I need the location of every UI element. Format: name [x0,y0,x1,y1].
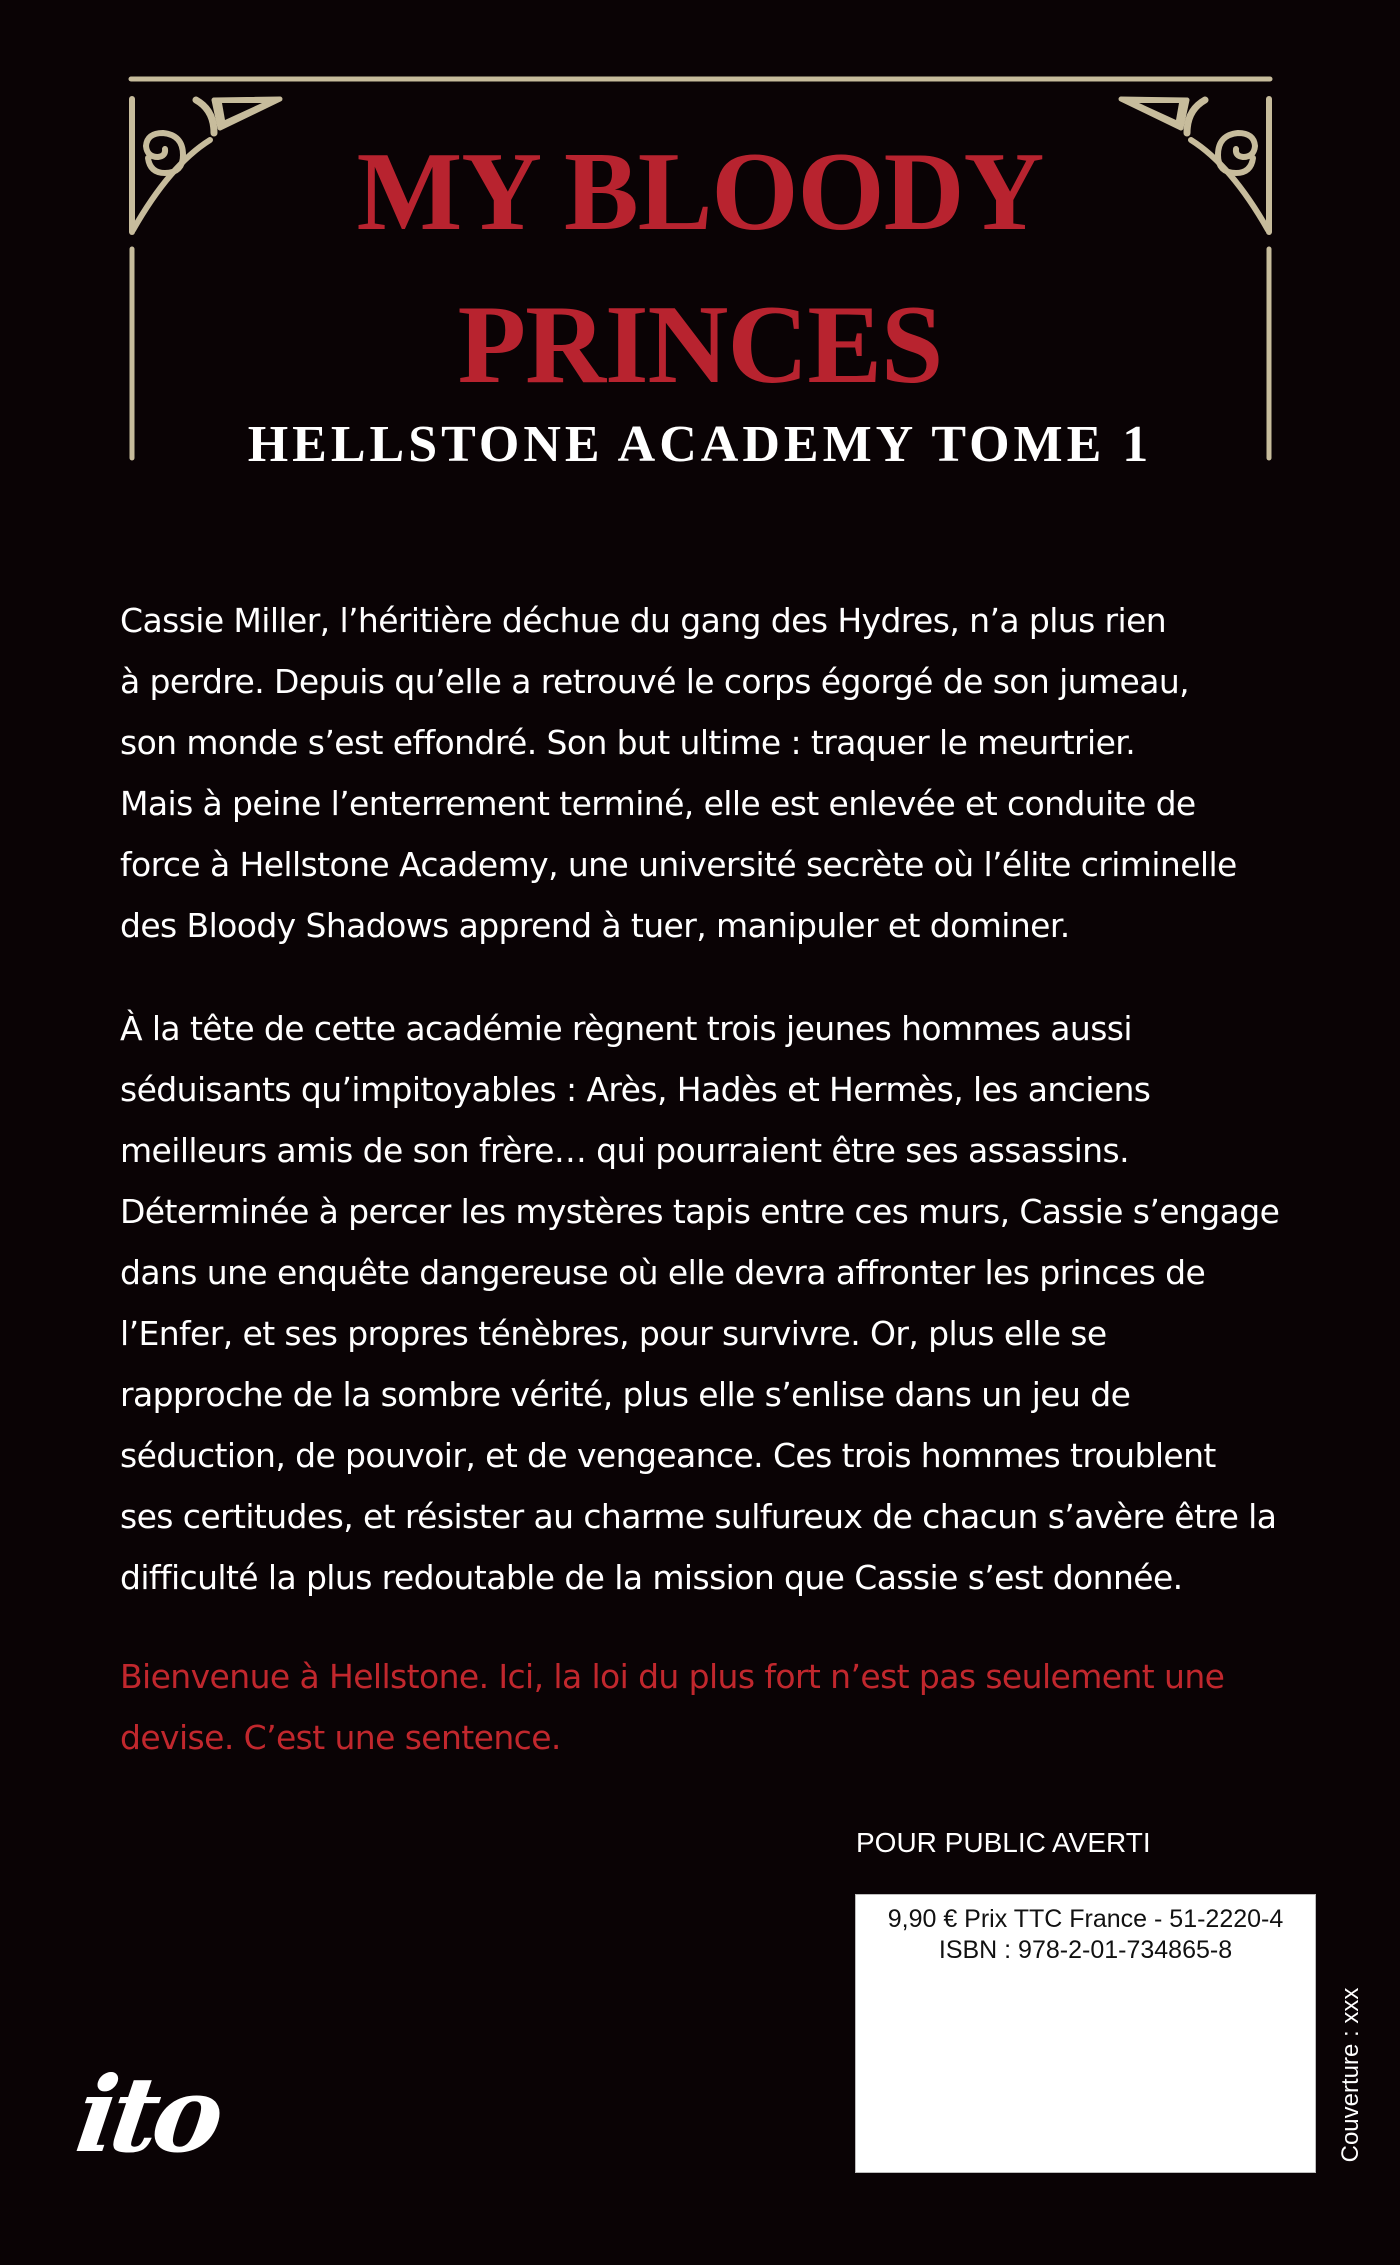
blurb-line: des Bloody Shadows apprend à tuer, manipuler et dominer. [120,906,1070,945]
tagline-line: devise. C’est une sentence. [120,1718,561,1757]
audience-warning: POUR PUBLIC AVERTI [856,1827,1151,1858]
blurb-line: Mais à peine l’enterrement terminé, elle est enlevée et conduite de [120,784,1196,823]
blurb-line: force à Hellstone Academy, une université secrète où l’élite criminelle [120,845,1237,884]
blurb-line: dans une enquête dangereuse où elle devra affronter les princes de [120,1253,1206,1292]
tagline-paragraph [120,1646,1340,1768]
blurb-paragraph-1 [120,590,1340,956]
blurb-line: Cassie Miller, l’héritière déchue du gang des Hydres, n’a plus rien [120,601,1167,640]
blurb-line: meilleurs amis de son frère… qui pourraient être ses assassins. [120,1131,1129,1170]
series-subtitle: HELLSTONE ACADEMY TOME 1 [247,416,1153,473]
blurb-line: difficulté la plus redoutable de la mission que Cassie s’est donnée. [120,1558,1183,1597]
blurb-line: Déterminée à percer les mystères tapis entre ces murs, Cassie s’engage [120,1192,1280,1231]
blurb-line: rapproche de la sombre vérité, plus elle s’enlise dans un jeu de [120,1375,1131,1414]
publisher-logo [69,2050,226,2180]
blurb-line: séduisants qu’impitoyables : Arès, Hadès et Hermès, les anciens [120,1070,1151,1109]
blurb-paragraph-2 [120,998,1340,1608]
isbn-line: ISBN : 978-2-01-734865-8 [938,1936,1233,1964]
book-title-line-1: MY BLOODY [356,130,1044,254]
blurb-line: l’Enfer, et ses propres ténèbres, pour survivre. Or, plus elle se [120,1314,1107,1353]
cover-credit: Couverture : xxx [1337,1987,1364,2163]
blurb-line: ses certitudes, et résister au charme sulfureux de chacun s’avère être la [120,1497,1277,1536]
ito-logo-icon: ito [69,2053,226,2176]
price-isbn-box [855,1894,1316,2173]
tagline-line: Bienvenue à Hellstone. Ici, la loi du plus fort n’est pas seulement une [120,1657,1225,1696]
blurb-line: À la tête de cette académie règnent trois jeunes hommes aussi [120,1009,1132,1048]
book-title-line-2: PRINCES [457,283,943,407]
blurb-line: séduction, de pouvoir, et de vengeance. Ces trois hommes troublent [120,1436,1216,1475]
price-line: 9,90 € Prix TTC France - 51-2220-4 [887,1905,1284,1933]
blurb-line: son monde s’est effondré. Son but ultime : traquer le meurtrier. [120,723,1136,762]
blurb-line: à perdre. Depuis qu’elle a retrouvé le corps égorgé de son jumeau, [120,662,1190,701]
